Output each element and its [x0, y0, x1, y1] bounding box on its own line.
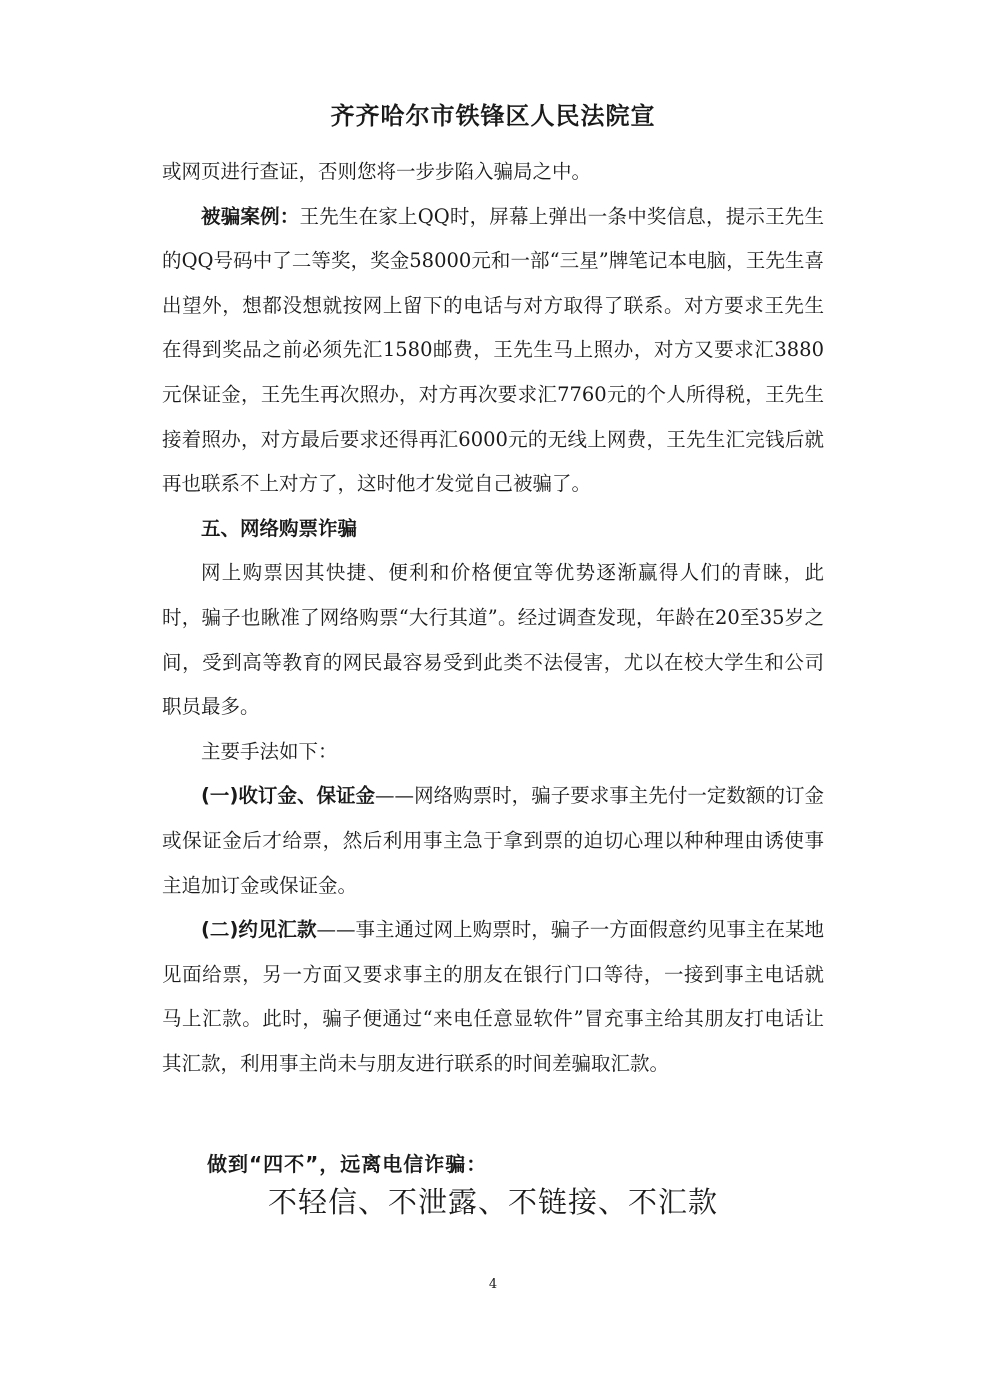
paragraph-method-2	[162, 908, 824, 1086]
slogan-text: 不轻信、不泄露、不链接、不汇款	[267, 1185, 718, 1219]
paragraph-methods-intro: 主要手法如下：	[201, 739, 338, 763]
paragraph-method-1	[162, 774, 824, 908]
paragraph-case	[162, 195, 824, 507]
paragraph-section5: 网上购票因其快捷、便利和价格便宜等优势逐渐赢得人们的青睐，此时，骗子也瞅准了网络购票“大行其道”。经过调查发现，年龄在20至35岁之间，受到高等教育的网民最容易受到此类不法侵害，尤以在校大学生和公司职员最多。	[162, 561, 824, 719]
page-number: 4	[488, 1277, 498, 1292]
case-label: 被骗案例：	[201, 204, 300, 228]
method-1-label: (一)收订金、保证金	[201, 784, 376, 808]
slogan-heading: 做到“四不”，远离电信诈骗：	[207, 1152, 488, 1176]
case-text: 王先生在家上QQ时，屏幕上弹出一条中奖信息，提示王先生的QQ号码中了二等奖，奖金58000元和一部“三星”牌笔记本电脑，王先生喜出望外，想都没想就按网上留下的电话与对方取得了联系。对方要求王先生在得到奖品之前必须先汇1580邮费，王先生马上照办，对方又要求汇3880元保证金，王先生再次照办，对方再次要求汇7760元的个人所得税，王先生接着照办，对方最后要求还得再汇6000元的无线上网费，王先生汇完钱后就再也联系不上对方了，这时他才发觉自己被骗了。	[162, 204, 824, 496]
method-2-label: (二)约见汇款	[201, 918, 317, 942]
method-1-text: ——网络购票时，骗子要求事主先付一定数额的订金或保证金后才给票，然后利用事主急于拿到票的迫切心理以种种理由诱使事主追加订金或保证金。	[162, 784, 824, 897]
document-body	[162, 150, 824, 1086]
method-2-text: ——事主通过网上购票时，骗子一方面假意约见事主在某地见面给票，另一方面又要求事主的朋友在银行门口等待，一接到事主电话就马上汇款。此时，骗子便通过“来电任意显软件”冒充事主给其朋友打电话让其汇款，利用事主尚未与朋友进行联系的时间差骗取汇款。	[162, 918, 824, 1075]
section-heading-5: 五、网络购票诈骗	[201, 516, 358, 540]
paragraph-continuation: 或网页进行查证，否则您将一步步陷入骗局之中。	[162, 160, 592, 183]
page-header-title: 齐齐哈尔市铁锋区人民法院宣	[330, 102, 656, 130]
